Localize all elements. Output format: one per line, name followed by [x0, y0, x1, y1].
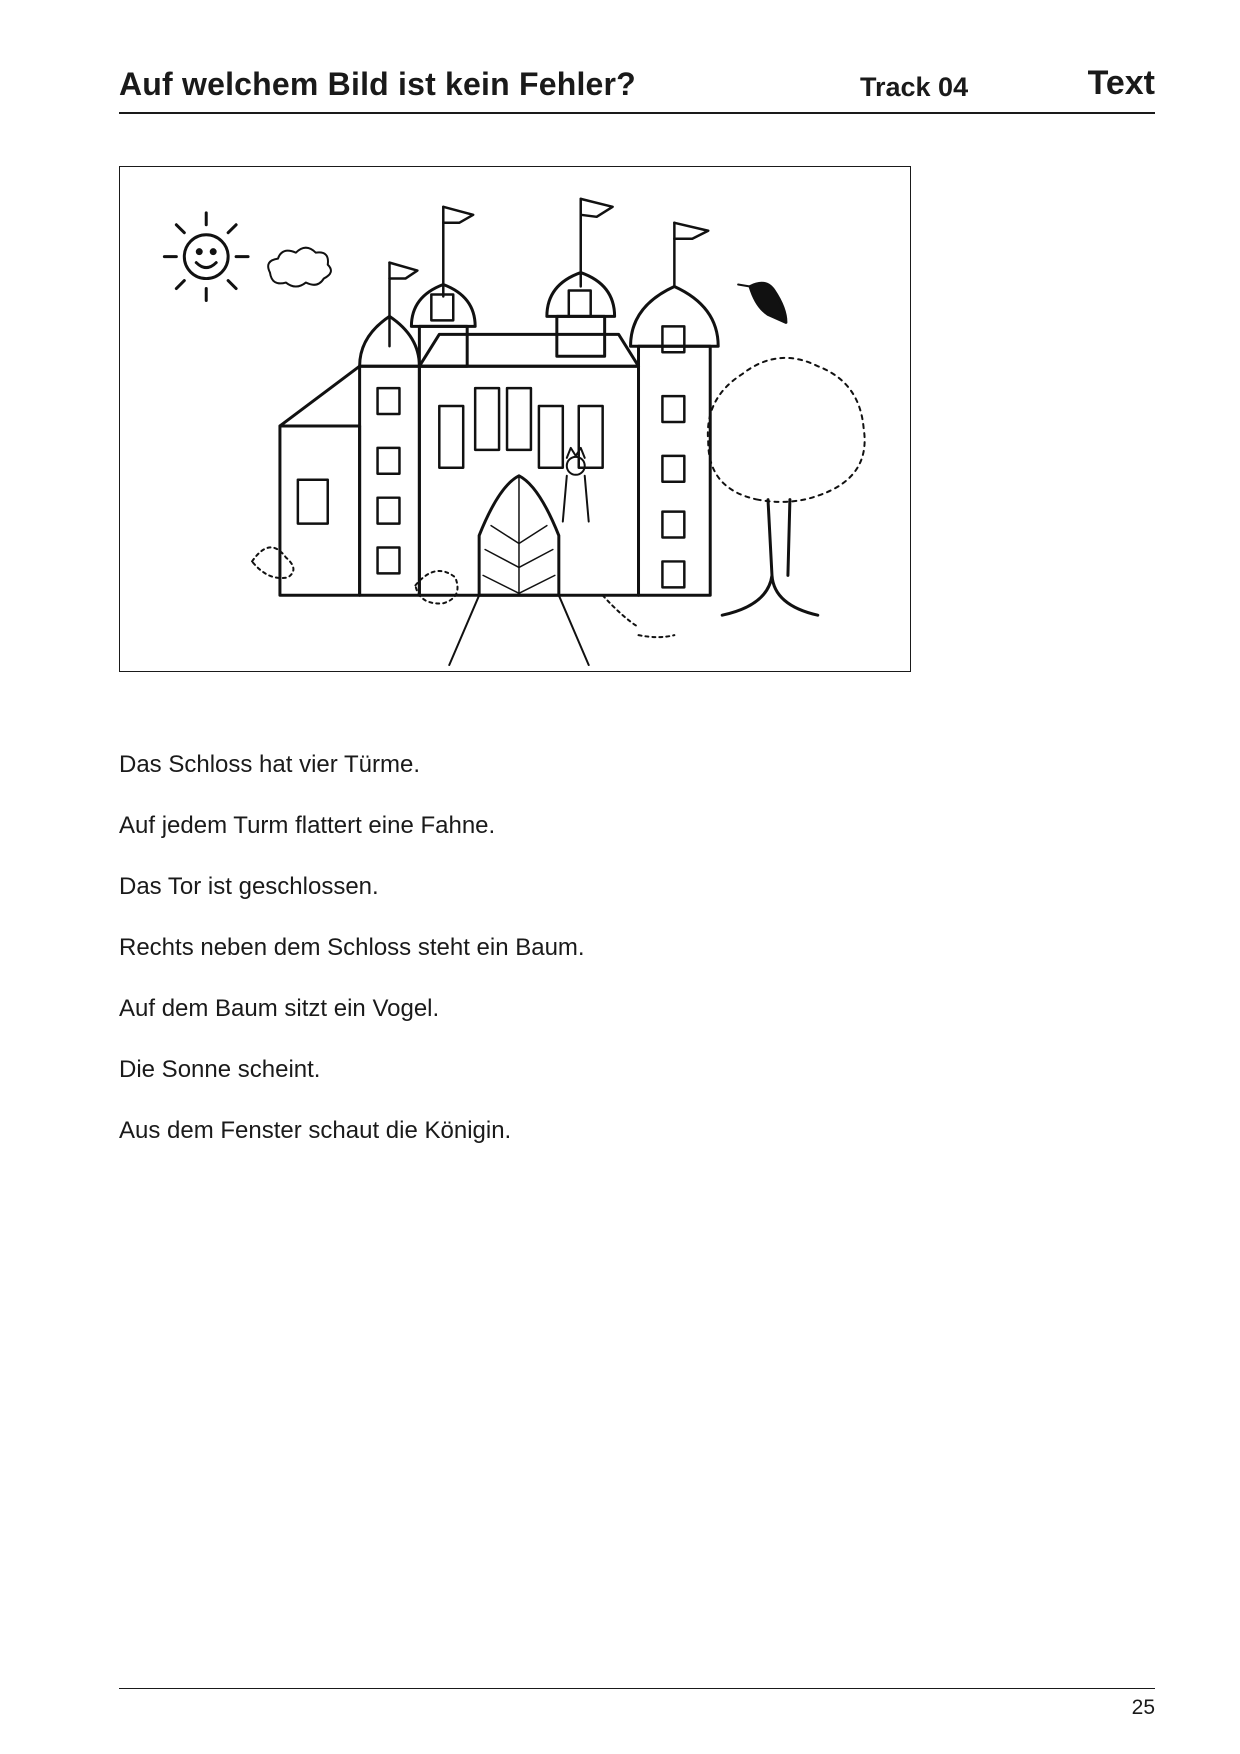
flag-icon: [389, 199, 708, 346]
sentence-item: Aus dem Fenster schaut die Königin.: [119, 1117, 512, 1144]
sentence-item: Rechts neben dem Schloss steht ein Baum.: [119, 934, 585, 961]
cloud-icon: [268, 248, 331, 287]
sentence-item: Auf jedem Turm flattert eine Fahne.: [119, 812, 496, 839]
castle-illustration: [119, 166, 911, 672]
sentence-item: Das Tor ist geschlossen.: [119, 873, 379, 900]
worksheet-title: Auf welchem Bild ist kein Fehler?: [119, 66, 636, 102]
sentence-item: Das Schloss hat vier Türme.: [119, 751, 420, 778]
footer-divider: [119, 1688, 1155, 1689]
queen-icon: [563, 448, 589, 522]
page-number: 25: [1131, 1696, 1155, 1719]
tree-icon: [708, 358, 865, 615]
sentence-list: [119, 748, 585, 1175]
sentence-item: Auf dem Baum sitzt ein Vogel.: [119, 995, 440, 1022]
bird-icon: [738, 283, 786, 322]
sun-icon: [164, 213, 248, 301]
sentence-item: Die Sonne scheint.: [119, 1056, 321, 1083]
track-label: Track 04: [860, 72, 969, 102]
section-label: Text: [1087, 64, 1155, 102]
page-header: [119, 62, 1155, 114]
